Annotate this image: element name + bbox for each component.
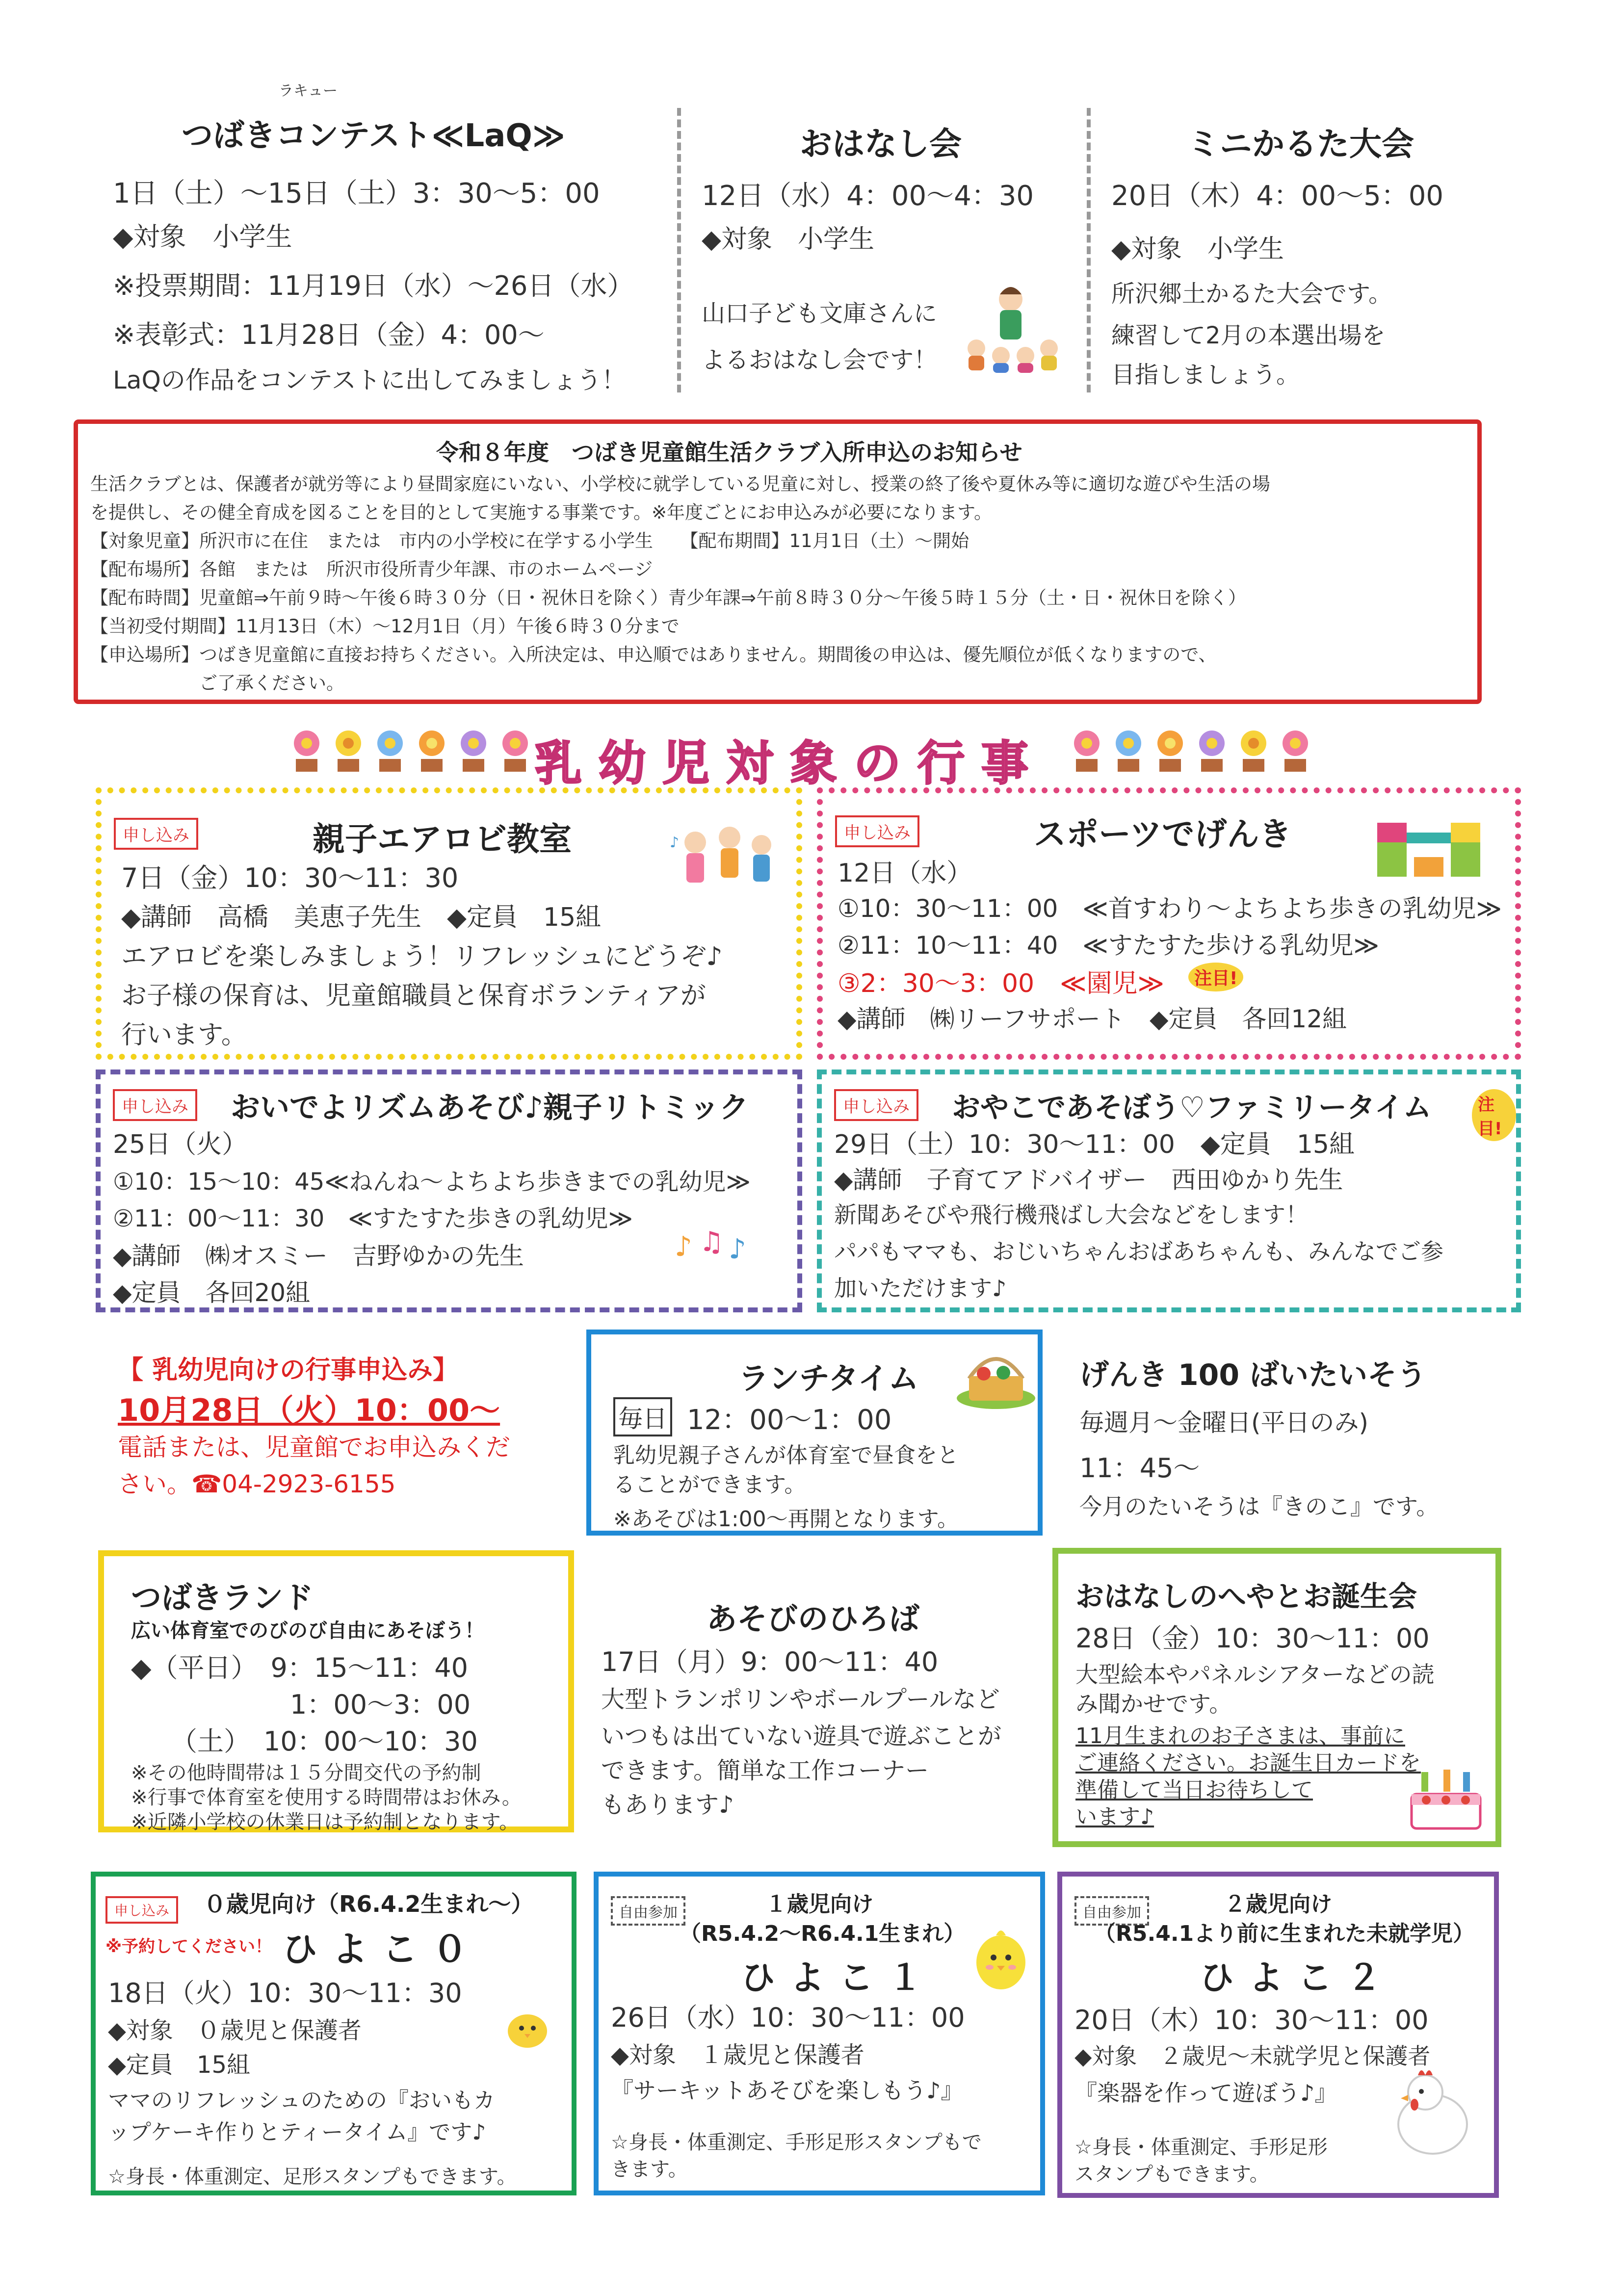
family-desc1: 新聞あそびや飛行機飛ばし大会などをします！ bbox=[834, 1201, 1308, 1228]
apply-tag: 申し込み bbox=[114, 818, 198, 850]
column-divider bbox=[677, 108, 681, 392]
notice-line: を提供し、その健全育成を図ることを目的として実施する事業です。※年度ごとにお申込みが必要になります。 bbox=[90, 502, 993, 523]
free-tag: 自由参加 bbox=[611, 1896, 685, 1926]
hiyoko2-activity: 『楽器を作って遊ぼう♪』 bbox=[1074, 2080, 1337, 2106]
hiyoko0-target: ◆対象 ０歳児と保護者 bbox=[108, 2017, 362, 2044]
lunch-desc2: ることができます。 bbox=[613, 1472, 806, 1497]
free-tag: 自由参加 bbox=[1074, 1896, 1149, 1926]
hiyoko1-activity: 『サーキットあそびを楽しもう♪』 bbox=[611, 2077, 964, 2104]
hiyoko0-measure: ☆身長・体重測定、足形スタンプもできます。 bbox=[108, 2166, 517, 2188]
rhythm-capacity: ◆定員 各回20組 bbox=[113, 1278, 311, 1307]
svg-text:♫: ♫ bbox=[699, 1226, 724, 1258]
sports-session1: ①10：30〜11：00 ≪首すわり〜よちよち歩きの乳幼児≫ bbox=[838, 894, 1502, 923]
flowers-right-icon bbox=[1065, 721, 1320, 775]
hiyoko1-measure: ☆身長・体重測定、手形足形スタンプもで bbox=[611, 2131, 982, 2154]
hiyoko1-box bbox=[594, 1872, 1045, 2195]
hiyoko2-target: ◆対象 ２歳児〜未就学児と保護者 bbox=[1074, 2043, 1431, 2069]
land-note: ※行事で体育室を使用する時間帯はお休み。 bbox=[131, 1786, 522, 1809]
family-desc3: 加いただけます♪ bbox=[834, 1275, 1007, 1302]
family-date: 29日（土）10：30〜11：00 ◆定員 15組 bbox=[834, 1130, 1355, 1159]
notice-box bbox=[74, 419, 1482, 704]
hiyoko0-note: ※予約してください！ bbox=[105, 1937, 272, 1957]
attention-badge: 注目! bbox=[1472, 1089, 1516, 1141]
chick-icon bbox=[503, 2007, 552, 2051]
rhythm-instructor: ◆講師 ㈱オスミー 吉野ゆかの先生 bbox=[113, 1242, 524, 1270]
chick-icon bbox=[969, 1921, 1033, 1994]
hiroba-date: 17日（月）9：00〜11：40 bbox=[601, 1646, 939, 1677]
karuta-target: ◆対象 小学生 bbox=[1111, 235, 1284, 264]
svg-text:♪: ♪ bbox=[670, 834, 680, 851]
land-weekday-time2: 1：00〜3：00 bbox=[131, 1689, 471, 1720]
land-box bbox=[98, 1550, 574, 1832]
aerobic-title: 親子エアロビ教室 bbox=[313, 820, 572, 858]
attention-badge: 注目! bbox=[1188, 963, 1243, 991]
hiyoko2-head2: （R5.4.1より前に生まれた未就学児） bbox=[1094, 1921, 1475, 1946]
hiyoko0-box bbox=[91, 1872, 576, 2195]
flowers-left-icon bbox=[285, 721, 540, 775]
sports-title: スポーツでげんき bbox=[1034, 815, 1292, 853]
hiyoko1-head: １歳児向け bbox=[765, 1892, 873, 1917]
land-note: ※近隣小学校の休業日は予約制となります。 bbox=[131, 1811, 519, 1833]
aerobic-box bbox=[96, 787, 802, 1060]
genki-desc: 今月のたいそうは『きのこ』です。 bbox=[1079, 1493, 1439, 1520]
rhythm-session2: ②11：00〜11：30 ≪すたすた歩きの乳幼児≫ bbox=[113, 1205, 633, 1232]
column-divider bbox=[1087, 108, 1091, 392]
hiroba-desc: できます。簡単な工作コーナー bbox=[601, 1757, 929, 1784]
karuta-desc2: 練習して2月の本選出場を bbox=[1111, 322, 1386, 349]
lunch-desc1: 乳幼児親子さんが体育室で昼食をと bbox=[613, 1443, 959, 1468]
svg-text:♪: ♪ bbox=[675, 1231, 692, 1263]
family-box bbox=[817, 1070, 1521, 1312]
hiyoko1-target: ◆対象 １歳児と保護者 bbox=[611, 2041, 864, 2069]
land-title: つばきランド bbox=[131, 1580, 314, 1616]
hiyoko0-head: ０歳児向け（R6.4.2生まれ〜） bbox=[204, 1891, 534, 1917]
birthday-cake-icon bbox=[1402, 1760, 1490, 1838]
notice-line: 【申込場所】つばき児童館に直接お持ちください。入所決定は、申込順ではありません。期間後の申込は、優先順位が低くなりますので、 bbox=[90, 644, 1217, 665]
rhythm-date: 25日（火） bbox=[113, 1130, 248, 1159]
hiyoko2-box bbox=[1057, 1872, 1499, 2198]
karuta-title: ミニかるた大会 bbox=[1187, 125, 1414, 163]
laq-desc: LaQの作品をコンテストに出してみましょう！ bbox=[113, 366, 626, 394]
notice-line: ご了承ください。 bbox=[90, 673, 344, 694]
birthday-title: おはなしのへやとお誕生会 bbox=[1075, 1580, 1417, 1613]
sports-session3: ③2：30〜3：00 ≪園児≫ bbox=[838, 969, 1164, 998]
family-instructor: ◆講師 子育てアドバイザー 西田ゆかり先生 bbox=[834, 1166, 1343, 1194]
aerobic-instructor: ◆講師 高橋 美恵子先生 ◆定員 15組 bbox=[121, 903, 602, 932]
playground-blocks-icon bbox=[1367, 803, 1495, 887]
everyday-tag: 毎日 bbox=[613, 1397, 672, 1436]
karuta-desc3: 目指しましょう。 bbox=[1111, 361, 1300, 389]
picnic-basket-icon bbox=[954, 1344, 1038, 1413]
hiyoko0-title: ひよこ０ bbox=[282, 1929, 483, 1970]
laq-ruby: ラキュー bbox=[279, 82, 338, 100]
chicken-icon bbox=[1386, 2063, 1479, 2161]
genki-time: 11：45〜 bbox=[1079, 1453, 1200, 1484]
notice-line: 【配布場所】各館 または 所沢市役所青少年課、市のホームページ bbox=[90, 559, 653, 580]
hiyoko1-head2: （R5.4.2〜R6.4.1生まれ） bbox=[680, 1921, 966, 1946]
family-title: おやこであそぼう♡ファミリータイム bbox=[952, 1091, 1432, 1124]
notice-line: 【配布時間】児童館⇒午前９時〜午後６時３０分（日・祝休日を除く）青少年課⇒午前８時３０分〜午後５時１５分（土・日・祝休日を除く） bbox=[90, 587, 1247, 608]
laq-award: ※表彰式：11月28日（金）4：00〜 bbox=[113, 319, 545, 350]
notice-line: 【対象児童】所沢市に在住 または 市内の小学校に在学する小学生 【配布期間】11月1日（土）〜開始 bbox=[90, 530, 969, 551]
birthday-note: 11月生まれのお子さまは、事前に bbox=[1075, 1723, 1405, 1748]
birthday-desc: 大型絵本やパネルシアターなどの読 bbox=[1075, 1661, 1435, 1688]
ohanashi-desc1: 山口子ども文庫さんに bbox=[702, 300, 938, 327]
sports-date: 12日（水） bbox=[838, 859, 972, 888]
sports-box bbox=[817, 787, 1521, 1060]
aerobic-desc3: 行います。 bbox=[121, 1020, 247, 1050]
hiyoko0-desc: ママのリフレッシュのための『おいもカ bbox=[108, 2088, 495, 2113]
hiyoko2-measure: ☆身長・体重測定、手形足形 bbox=[1074, 2136, 1328, 2159]
lunch-box bbox=[586, 1330, 1043, 1536]
sports-instructor: ◆講師 ㈱リーフサポート ◆定員 各回12組 bbox=[838, 1005, 1347, 1033]
ohanashi-target: ◆対象 小学生 bbox=[702, 225, 874, 254]
apply-tag: 申し込み bbox=[835, 815, 919, 847]
ohanashi-title: おはなし会 bbox=[800, 125, 962, 163]
sports-session2: ②11：10〜11：40 ≪すたすた歩ける乳幼児≫ bbox=[838, 931, 1380, 960]
notice-line: 生活クラブとは、保護者が就労等により昼間家庭にいない、小学校に就学している児童に対し、授業の終了後や夏休み等に適切な遊びや生活の場 bbox=[90, 473, 1270, 495]
hiyoko0-desc: ップケーキ作りとティータイム』です♪ bbox=[108, 2120, 486, 2145]
storytelling-illustration bbox=[962, 275, 1060, 373]
laq-target: ◆対象 小学生 bbox=[113, 221, 292, 252]
apply-tag: 申し込み bbox=[105, 1896, 178, 1924]
dancing-people-icon bbox=[666, 823, 784, 911]
notice-line: 【当初受付期間】11月13日（木）〜12月1日（月）午後６時３０分まで bbox=[90, 616, 680, 637]
apply-phone: さい。☎04-2923-6155 bbox=[118, 1470, 396, 1498]
lunch-title: ランチタイム bbox=[738, 1360, 919, 1396]
hiyoko2-date: 20日（木）10：30〜11：00 bbox=[1074, 2005, 1429, 2035]
apply-title: 【 乳幼児向けの行事申込み】 bbox=[118, 1356, 459, 1385]
laq-title: つばきコンテスト≪LaQ≫ bbox=[182, 118, 565, 154]
genki-title: げんき 100 ばいたいそう bbox=[1079, 1358, 1427, 1392]
rhythm-session1: ①10：15〜10：45≪ねんね〜よちよち歩きまでの乳幼児≫ bbox=[113, 1168, 751, 1196]
land-note: ※その他時間帯は１５分間交代の予約制 bbox=[131, 1762, 481, 1784]
family-desc2: パパもママも、おじいちゃんおばあちゃんも、みんなでご参 bbox=[834, 1238, 1443, 1265]
hiroba-desc: 大型トランポリンやボールプールなど bbox=[601, 1686, 1000, 1713]
aerobic-desc1: エアロビを楽しみましょう！リフレッシュにどうぞ♪ bbox=[121, 942, 723, 971]
karuta-desc1: 所沢郷土かるた大会です。 bbox=[1111, 280, 1392, 308]
birthday-box bbox=[1052, 1548, 1501, 1847]
land-weekday-time1: ◆（平日） 9：15〜11：40 bbox=[131, 1652, 469, 1683]
hiyoko2-title: ひよこ２ bbox=[1200, 1957, 1396, 1998]
land-subtitle: 広い体育室でのびのび自由にあそぼう！ bbox=[131, 1619, 484, 1642]
apply-tag: 申し込み bbox=[834, 1089, 918, 1121]
hiyoko1-measure: きます。 bbox=[611, 2158, 688, 2181]
birthday-note: ご連絡ください。お誕生日カードを bbox=[1075, 1750, 1421, 1775]
hiyoko2-head: ２歳児向け bbox=[1224, 1892, 1332, 1917]
karuta-date: 20日（木）4：00〜5：00 bbox=[1111, 180, 1444, 212]
hiyoko0-date: 18日（火）10：30〜11：30 bbox=[108, 1978, 462, 2009]
apply-date: 10月28日（火）10：00〜 bbox=[118, 1392, 500, 1428]
rhythm-title: おいでよリズムあそび♪親子リトミック bbox=[231, 1091, 749, 1125]
lunch-time: 12：00〜1：00 bbox=[687, 1404, 892, 1436]
birthday-note: 準備して当日お待ちして bbox=[1075, 1777, 1313, 1802]
birthday-note: います♪ bbox=[1075, 1804, 1154, 1829]
hiroba-desc: いつもは出ていない遊具で遊ぶことが bbox=[601, 1722, 1002, 1750]
aerobic-desc2: お子様の保育は、児童館職員と保育ボランティアが bbox=[121, 981, 706, 1011]
lunch-desc3: ※あそびは1:00〜再開となります。 bbox=[613, 1507, 959, 1532]
hiroba-desc: もあります♪ bbox=[601, 1791, 734, 1819]
rhythm-box bbox=[96, 1070, 802, 1312]
music-notes-icon bbox=[670, 1222, 768, 1271]
hiyoko1-date: 26日（水）10：30〜11：00 bbox=[611, 2002, 965, 2033]
hiyoko0-capacity: ◆定員 15組 bbox=[108, 2051, 250, 2079]
genki-days: 毎週月〜金曜日(平日のみ) bbox=[1079, 1409, 1369, 1437]
apply-tag: 申し込み bbox=[113, 1089, 197, 1121]
svg-text:♪: ♪ bbox=[729, 1233, 746, 1265]
hiyoko2-measure: スタンプもできます。 bbox=[1074, 2163, 1269, 2186]
land-saturday-time: （土） 10：00〜10：30 bbox=[131, 1726, 478, 1757]
apply-line1: 電話または、児童館でお申込みくだ bbox=[118, 1433, 510, 1461]
birthday-date: 28日（金）10：30〜11：00 bbox=[1075, 1623, 1430, 1654]
banner-title: 乳幼児対象の行事 bbox=[535, 736, 1045, 791]
hiroba-title: あそびのひろば bbox=[707, 1601, 920, 1637]
laq-vote-period: ※投票期間：11月19日（水）〜26日（水） bbox=[113, 270, 634, 301]
laq-date: 1日（土）〜15日（土）3：30〜5：00 bbox=[113, 178, 600, 209]
birthday-desc: み聞かせです。 bbox=[1075, 1691, 1232, 1717]
ohanashi-date: 12日（水）4：00〜4：30 bbox=[702, 180, 1034, 212]
aerobic-date: 7日（金）10：30〜11：30 bbox=[121, 862, 459, 893]
ohanashi-desc2: よるおはなし会です！ bbox=[702, 346, 938, 374]
notice-title: 令和８年度 つばき児童館生活クラブ入所申込のお知らせ bbox=[436, 439, 1022, 466]
hiyoko1-title: ひよこ１ bbox=[741, 1957, 937, 1998]
